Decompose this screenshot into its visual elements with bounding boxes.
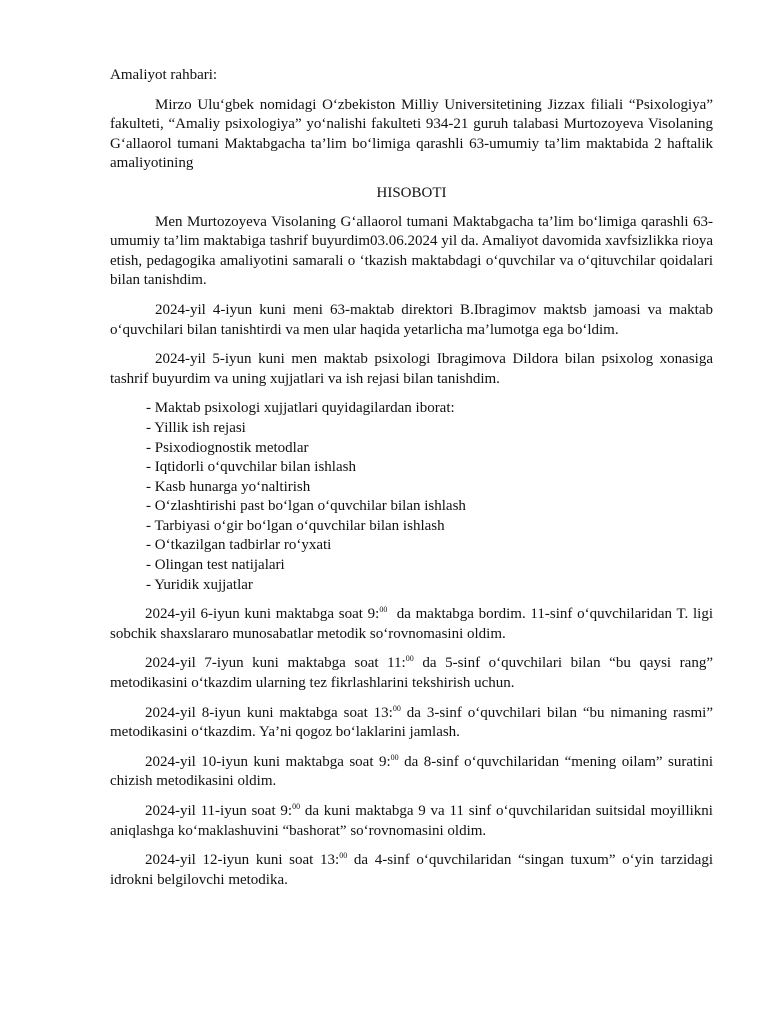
entry-text: da kuni maktabga 9 va 11 sinf o‘quvchilaridan suitsidal moyillikni aniqlashga ko‘maklashuvini “bashorat” so‘rovnomasini oldim. <box>110 803 713 839</box>
entry-text: da 5-sinf o‘quvchilari bilan “bu qaysi rang” metodikasini o‘tkazdim ularning tez fikrlashlarini tekshirish uchun. <box>110 655 713 692</box>
time-minutes: 00 <box>379 605 388 615</box>
list-item: - Yuridik xujjatlar <box>146 576 253 593</box>
time-minutes: 00 <box>405 654 414 664</box>
psychologist-documents-list <box>110 399 713 595</box>
daily-entry <box>110 851 713 890</box>
time-minutes: 00 <box>339 851 348 861</box>
list-item: - Tarbiyasi o‘gir bo‘lgan o‘quvchilar bilan ishlash <box>146 517 445 534</box>
daily-entry <box>110 802 713 841</box>
list-item: - Olingan test natijalari <box>146 557 285 574</box>
time-minutes: 00 <box>390 752 399 762</box>
intro-paragraph: Mirzo Ulu‘gbek nomidagi O‘zbekiston Milliy Universitetining Jizzax filiali “Psixologiya” fakulteti, “Amaliy psixologiya” yo‘nalishi fakulteti 934-21 guruh talabasi Murtozoyeva Visolaning G‘allaorol tumani Maktabgacha ta’lim bo‘limiga qarashli 63-umumiy ta’lim maktabida 2 haftalik amaliyotining <box>110 96 713 172</box>
list-item: - Yillik ish rejasi <box>146 419 246 436</box>
report-paragraph: 2024-yil 5-iyun kuni men maktab psixologi Ibragimova Dildora bilan psixolog xonasiga tashrif buyurdim va uning xujjatlari va ish rejasi bilan tanishdim. <box>110 351 713 387</box>
entry-text: 2024-yil 6-iyun kuni maktabga soat 9: <box>145 606 380 623</box>
entry-text: 2024-yil 10-iyun kuni maktabga soat 9: <box>145 753 391 770</box>
daily-entry <box>110 654 713 693</box>
entry-text: da 8-sinf o‘quvchilaridan “mening oilam” suratini chizish metodikasini oldim. <box>110 753 713 790</box>
list-item: - Maktab psixologi xujjatlari quyidagilardan iborat: <box>146 400 455 417</box>
list-item: - O‘zlashtirishi past bo‘lgan o‘quvchilar bilan ishlash <box>146 498 466 515</box>
entry-text: 2024-yil 11-iyun soat 9: <box>145 803 293 819</box>
entry-text: 2024-yil 7-iyun kuni maktabga soat 11: <box>145 655 406 672</box>
report-paragraph: Men Murtozoyeva Visolaning G‘allaorol tumani Maktabgacha ta’lim bo‘limiga qarashli 63-umumiy ta’lim maktabiga tashrif buyurdim03.06.2024 yil da. Amaliyot davomida xavfsizlikka rioya etish, pedagogika amaliyotini samarali o ‘tkazish maktabdagi o‘quvchilar va o‘qituvchilar qoidalari bilan tanishdim. <box>110 213 713 289</box>
entry-text: 2024-yil 12-iyun kuni soat 13: <box>145 852 340 869</box>
daily-entry <box>110 753 713 792</box>
list-item: - Kasb hunarga yo‘naltirish <box>146 478 311 495</box>
list-item: - Iqtidorli o‘quvchilar bilan ishlash <box>146 459 356 476</box>
list-item: - Psixodiognostik metodlar <box>146 439 309 456</box>
entry-text: da 4-sinf o‘quvchilaridan “singan tuxum” o‘yin tarzidagi idrokni belgilovchi metodika. <box>110 852 713 888</box>
report-title: HISOBOTI <box>376 184 447 201</box>
daily-entry <box>110 704 713 743</box>
entry-text: da 3-sinf o‘quvchilari bilan “bu nimaning rasmi” metodikasini o‘tkazdim. Ya’ni qogoz bo‘laklarini jamlash. <box>110 704 713 741</box>
list-item: - O‘tkazilgan tadbirlar ro‘yxati <box>146 537 332 554</box>
entry-text: 2024-yil 8-iyun kuni maktabga soat 13: <box>145 704 393 721</box>
time-minutes: 00 <box>392 703 401 713</box>
entry-text: da maktabga bordim. 11-sinf o‘quvchilaridan T. ligi sobchik shaxslararo munosabatlar metodik so‘rovnomasini oldim. <box>110 606 717 642</box>
practice-leader-label: Amaliyot rahbari: <box>110 67 218 83</box>
report-paragraph: 2024-yil 4-iyun kuni meni 63-maktab direktori B.Ibragimov maktsb jamoasi va maktab o‘quvchilari bilan tanishtirdi va men ular haqida yetarlicha ma’lumotga ega bo‘ldim. <box>110 301 713 338</box>
daily-entry <box>110 605 717 644</box>
time-minutes: 00 <box>292 802 301 811</box>
